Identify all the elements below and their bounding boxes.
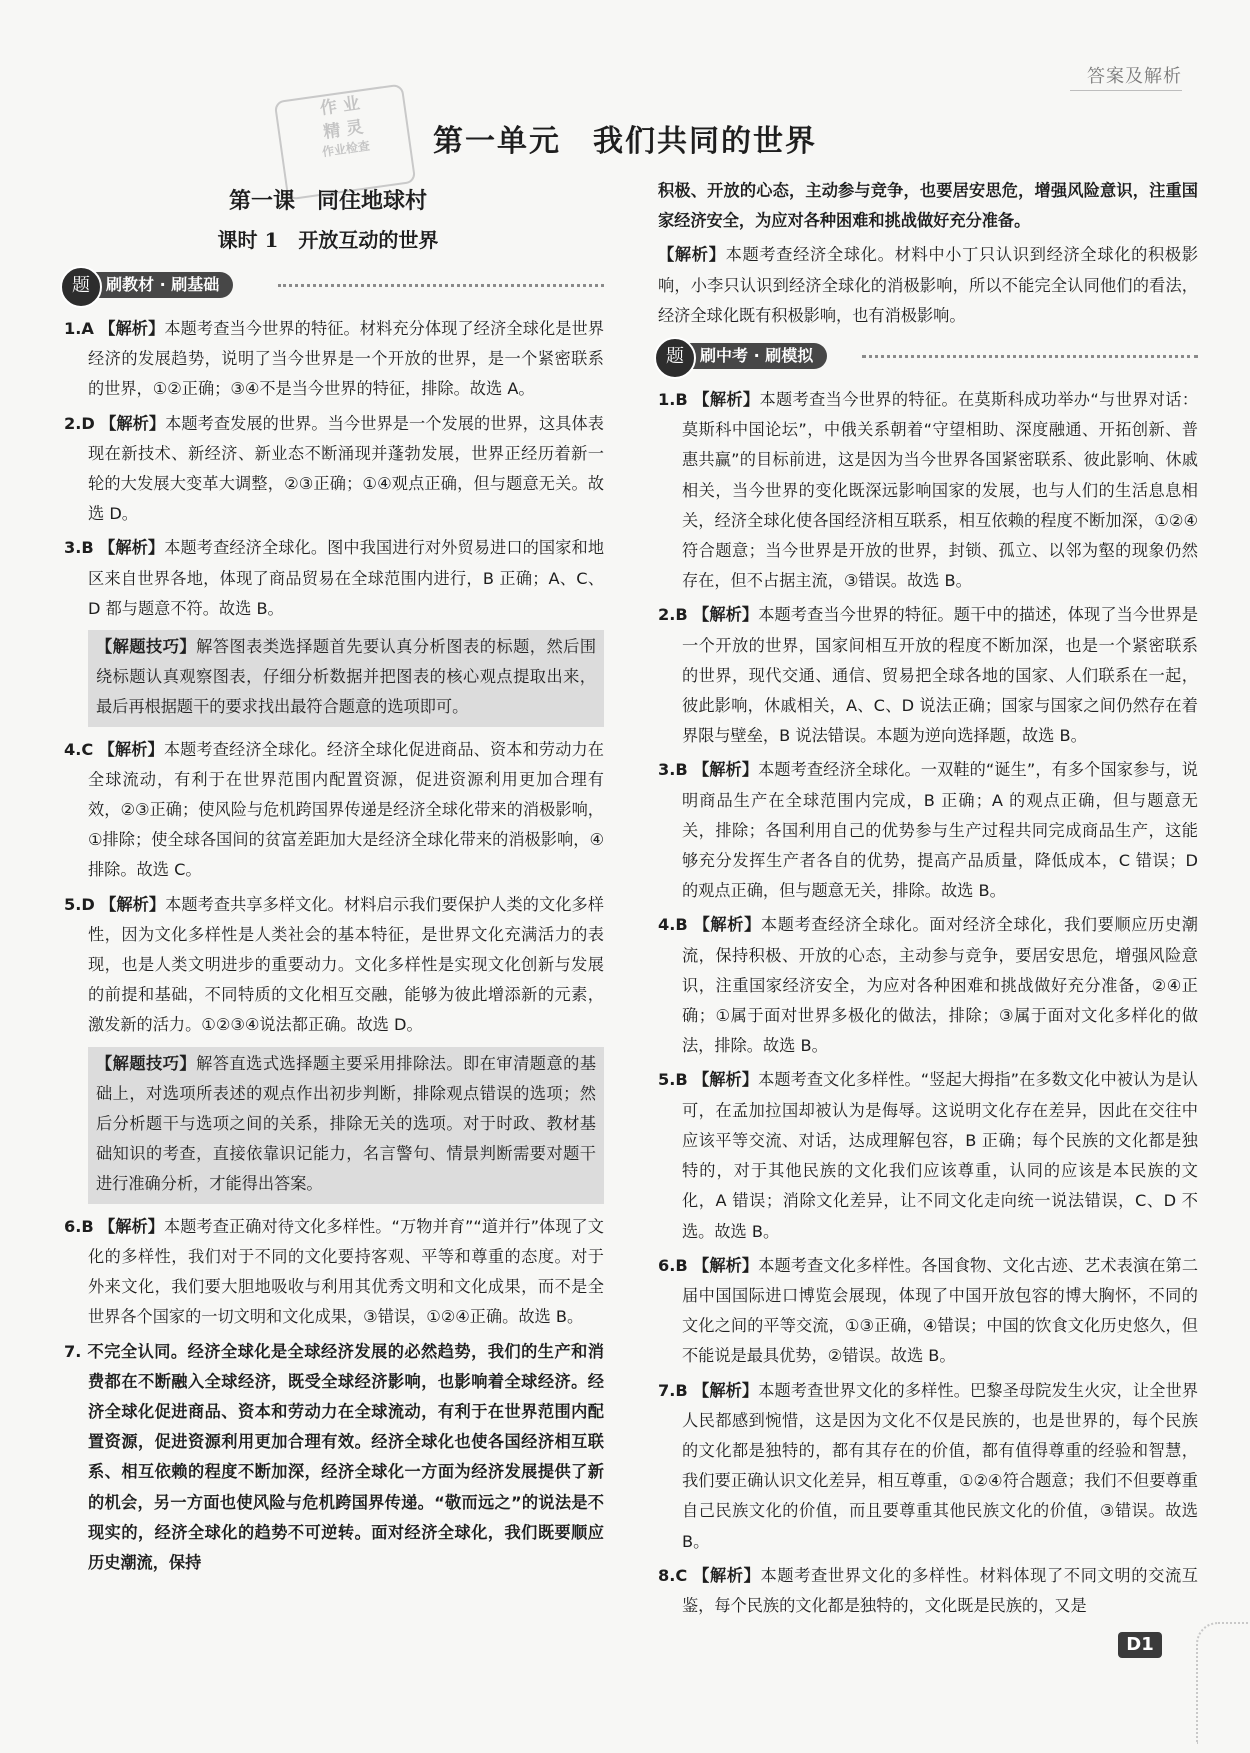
page-header-label: 答案及解析 [1087, 66, 1182, 87]
answer-text: 本题考查共享多样文化。材料启示我们要保护人类的文化多样性，因为文化多样性是人类社会的基本特征，是世界文化充满活力的表现，也是人类文明进步的重要动力。文化多样性是实现文化创新与发展的前提和基础，不同特质的文化相互交融，能够为彼此增添新的元素，激发新的活力。①②③④说法都正确。故选 D。 [88, 894, 604, 1035]
section-label: 刷教材 · 刷基础 [64, 272, 233, 298]
answer-item [658, 600, 1198, 751]
answer-choice: B [675, 760, 688, 780]
answer-item [658, 910, 1198, 1061]
lesson-title: 第一课 同住地球村 [228, 188, 427, 214]
analysis-tag: 【解析】 [100, 894, 166, 914]
section-label: 刷中考 · 刷模拟 [658, 343, 827, 369]
analysis-tag: 【解析】 [693, 1380, 759, 1400]
continuation-text: 积极、开放的心态，主动参与竞争，也要居安思危，增强风险意识，注重国家经济安全，为应对各种困难和挑战做好充分准备。 [658, 181, 1198, 231]
answer-list [64, 735, 604, 1041]
answer-text: 本题考查经济全球化。一双鞋的“诞生”，有多个国家参与，说明商品生产在全球范围内完成，B 正确；A 的观点正确，但与题意无关，排除；各国利用自己的优势参与生产过程共同完成商品生产，这能够充分发挥生产者各自的优势，提高产品质量，降低成本，C 错误；D 的观点正确，但与题意无关，排除。故选 B。 [682, 760, 1198, 901]
answer-number: 6. [64, 1216, 82, 1236]
analysis-tag: 【解析】 [693, 390, 760, 410]
book-icon: 题 [654, 337, 696, 379]
answer-choice: C [675, 1565, 688, 1585]
answer-text: 本题考查文化多样性。“竖起大拇指”在多数文化中被认为是认可，在孟加拉国却被认为是侮辱。这说明文化存在差异，因此在交往中应该平等交流、对话，达成理解包容，B 正确；每个民族的文化都是独特的，对于其他民族的文化我们应该尊重，认同的应该是本民族的文化，A 错误；消除文化差异，让不同文化走向统一说法错误，C、D 不选。故选 B。 [682, 1070, 1198, 1241]
answer-text: 本题考查正确对待文化多样性。“万物并育”“道并行”体现了文化的多样性，我们对于不同的文化要持客观、平等和尊重的态度。对于外来文化，我们要大胆地吸收与利用其优秀文明和文化成果，而不是全世界各个国家的一切文明和文化成果，③错误，①②④正确。故选 B。 [88, 1216, 604, 1327]
answer-number: 3. [64, 538, 82, 558]
answer-text: 本题考查当今世界的特征。在莫斯科成功举办“与世界对话：莫斯科中国论坛”，中俄关系朝着“守望相助、深度融通、开拓创新、普惠共赢”的目标前进，这是因为当今世界各国紧密联系、彼此影响、休戚相关，当今世界的变化既深远影响国家的发展，也与人们的生活息息相关，经济全球化使各国经济相互联系，相互依赖的程度不断加深，①②④符合题意；当今世界是开放的世界，封锁、孤立、以邻为壑的现象仍然存在，但不占据主流，③错误。故选 B。 [682, 390, 1199, 591]
answer-number: 6. [658, 1255, 676, 1275]
answer-choice: C [81, 739, 94, 759]
answer-item [64, 735, 604, 886]
answer-number: 1. [658, 390, 676, 410]
tip-text: 解答直选式选择题主要采用排除法。即在审清题意的基础上，对选项所表述的观点作出初步判断，排除观点错误的选项；然后分析题干与选项之间的关系，排除无关的选项。对于时政、教材基础知识的考查，直接依靠识记能力，名言警句、情景判断需要对题干进行准确分析，才能得出答案。 [96, 1053, 597, 1194]
answer-number: 2. [658, 605, 676, 625]
right-column [658, 176, 1198, 1625]
answer-number: 2. [64, 413, 82, 433]
answer-number: 7. [658, 1380, 676, 1400]
tip-tag: 【解题技巧】 [96, 1053, 197, 1073]
answer-item-7: 7. 不完全认同。经济全球化是全球经济发展的必然趋势，我们的生产和消费都在不断融入全球经济，既受全球经济影响，也影响着全球经济。经济全球化促进商品、资本和劳动力在全球流动，有利于在世界范围内配置资源，促进资源利用更加合理有效。经济全球化也使各国经济相互联系、相互依赖的程度不断加深，经济全球化一方面为经济发展提供了新的机会，另一方面也使风险与危机跨国界传递。“敬而远之”的说法是不现实的，经济全球化的趋势不可逆转。面对经济全球化，我们既要顺应历史潮流，保持 [64, 1341, 604, 1572]
answer-item [658, 1561, 1198, 1621]
answer-list [658, 385, 1198, 1621]
answer-list [64, 314, 604, 624]
answer-number: 5. [658, 1070, 676, 1090]
answer-item [64, 1212, 604, 1333]
answer-text: 本题考查文化多样性。各国食物、文化古迹、艺术表演在第二届中国国际进口博览会展现，体现了中国开放包容的博大胸怀，不同的文化之间的平等交流，①③正确，④错误；中国的饮食文化历史悠久，但不能说是最具优势，②错误。故选 B。 [682, 1255, 1199, 1366]
stamp-text-3: 作业检查 [321, 138, 371, 160]
answer-list [64, 1212, 604, 1333]
stamp-text-2: 精 灵 [322, 117, 365, 143]
answer-text: 不完全认同。经济全球化是全球经济发展的必然趋势，我们的生产和消费都在不断融入全球经济，既受全球经济影响，也影响着全球经济。经济全球化促进商品、资本和劳动力在全球流动，有利于在世界范围内配置资源，促进资源利用更加合理有效。经济全球化也使各国经济相互联系、相互依赖的程度不断加深，经济全球化一方面为经济发展提供了新的机会，另一方面也使风险与危机跨国界传递。“敬而远之”的说法是不现实的，经济全球化的趋势不可逆转。面对经济全球化，我们既要顺应历史潮流，保持 [87, 1341, 604, 1572]
answer-item [64, 409, 604, 530]
dotted-divider [278, 284, 604, 287]
section-banner-basic [64, 266, 604, 306]
analysis-tag: 【解析】 [693, 1565, 761, 1585]
answer-choice: B [675, 390, 688, 410]
answer-choice: D [81, 413, 95, 433]
answer-choice: B [81, 538, 94, 558]
answer-choice: B [81, 1216, 94, 1236]
analysis-tag: 【解析】 [693, 1070, 759, 1090]
tip-tag: 【解题技巧】 [96, 637, 197, 657]
answer-choice: B [675, 915, 688, 935]
answer-item [64, 533, 604, 624]
answer-number: 3. [658, 760, 676, 780]
answer-item [64, 890, 604, 1041]
answer-choice: B [675, 1070, 688, 1090]
analysis-tag: 【解析】 [693, 1255, 759, 1275]
book-icon: 题 [60, 266, 102, 308]
answer-number: 8. [658, 1565, 676, 1585]
analysis-tag: 【解析】 [99, 319, 165, 338]
answer-number: 4. [64, 739, 82, 759]
answer-item [658, 755, 1198, 906]
answer-choice: B [675, 1380, 688, 1400]
section-banner-exam [658, 337, 1198, 377]
analysis-tag: 【解析】 [99, 538, 165, 558]
answer-item [658, 385, 1198, 596]
analysis-tag: 【解析】 [693, 760, 759, 780]
analysis-tag: 【解析】 [98, 1216, 164, 1236]
continuation-analysis: 【解析】本题考查经济全球化。材料中小丁只认识到经济全球化的积极影响，小李只认识到经济全球化的消极影响，所以不能完全认同他们的看法，经济全球化既有积极影响，也有消极影响。 [658, 245, 1199, 325]
answer-text: 本题考查当今世界的特征。材料充分体现了经济全球化是世界经济的发展趋势，说明了当今世界是一个开放的世界，是一个紧密联系的世界，①②正确；③④不是当今世界的特征，排除。故选 A。 [88, 319, 605, 399]
answer-text: 本题考查世界文化的多样性。巴黎圣母院发生火灾，让全世界人民都感到惋惜，这是因为文化不仅是民族的，也是世界的，每个民族的文化都是独特的，都有其存在的价值，都有值得尊重的经验和智慧，我们要正确认识文化差异，相互尊重，①②④符合题意；我们不但要尊重自己民族文化的价值，而且要尊重其他民族文化的价值，③错误。故选 B。 [682, 1380, 1199, 1551]
answer-number: 4. [658, 915, 676, 935]
stamp-text-1: 作 业 [318, 93, 362, 120]
answer-text: 本题考查经济全球化。经济全球化促进商品、资本和劳动力在全球流动，有利于在世界范围内配置资源，促进资源利用更加合理有效，②③正确；使风险与危机跨国界传递是经济全球化带来的消极影响，①排除；使全球各国间的贫富差距加大是经济全球化带来的消极影响，④排除。故选 C。 [88, 739, 604, 880]
answer-item [64, 314, 604, 405]
analysis-tag: 【解析】 [693, 605, 759, 625]
answer-text: 本题考查发展的世界。当今世界是一个发展的世界，这具体表现在新技术、新经济、新业态不断涌现并蓬勃发展，世界正经历着新一轮的大发展大变革大调整，②③正确；①④观点正确，但与题意无关。故选 D。 [88, 413, 604, 524]
answer-choice: A [81, 319, 94, 338]
answer-number: 5. [64, 894, 82, 914]
answer-choice: B [675, 605, 688, 625]
tip-box [88, 1047, 604, 1204]
answer-item [658, 1251, 1198, 1372]
answer-text: 本题考查经济全球化。图中我国进行对外贸易进口的国家和地区来自世界各地，体现了商品贸易在全球范围内进行，B 正确；A、C、D 都与题意不符。故选 B。 [88, 538, 605, 618]
header-rule [1070, 90, 1182, 91]
analysis-tag: 【解析】 [693, 915, 761, 935]
left-column [64, 266, 604, 1582]
unit-title: 第一单元 我们共同的世界 [433, 124, 817, 159]
answer-choice: D [81, 894, 95, 914]
answer-choice: B [675, 1255, 688, 1275]
answer-item [658, 1065, 1198, 1246]
answer-item [658, 1376, 1198, 1557]
answer-text: 本题考查世界文化的多样性。材料体现了不同文明的交流互鉴，每个民族的文化都是独特的，文化既是民族的，又是 [682, 1565, 1198, 1615]
analysis-tag: 【解析】 [98, 739, 164, 759]
answer-number: 1. [64, 319, 82, 338]
tip-text: 解答图表类选择题首先要认真分析图表的标题，然后围绕标题认真观察图表，仔细分析数据并把图表的核心观点提取出来，最后再根据题干的要求找出最符合题意的选项即可。 [96, 637, 597, 717]
corner-decoration [1196, 1622, 1248, 1744]
session-title: 课时 1 开放互动的世界 [217, 228, 439, 252]
analysis-tag: 【解析】 [100, 413, 166, 433]
dotted-divider [862, 355, 1198, 358]
answer-text: 本题考查当今世界的特征。题干中的描述，体现了当今世界是一个开放的世界，国家间相互开放的程度不断加深，也是一个紧密联系的世界，现代交通、通信、贸易把全球各地的国家、人们联系在一起，彼此影响，休戚相关，A、C、D 说法正确；国家与国家之间仍然存在着界限与壁垒，B 说法错误。本题为逆向选择题，故选 B。 [682, 605, 1199, 746]
tip-box [88, 630, 604, 727]
answer-text: 本题考查经济全球化。面对经济全球化，我们要顺应历史潮流，保持积极、开放的心态，主动参与竞争，要居安思危，增强风险意识，注重国家经济安全，为应对各种困难和挑战做好充分准备，②④正确；①属于面对世界多极化的做法，排除；③属于面对文化多样化的做法，排除。故选 B。 [682, 915, 1198, 1056]
page-number: D1 [1118, 1632, 1162, 1658]
